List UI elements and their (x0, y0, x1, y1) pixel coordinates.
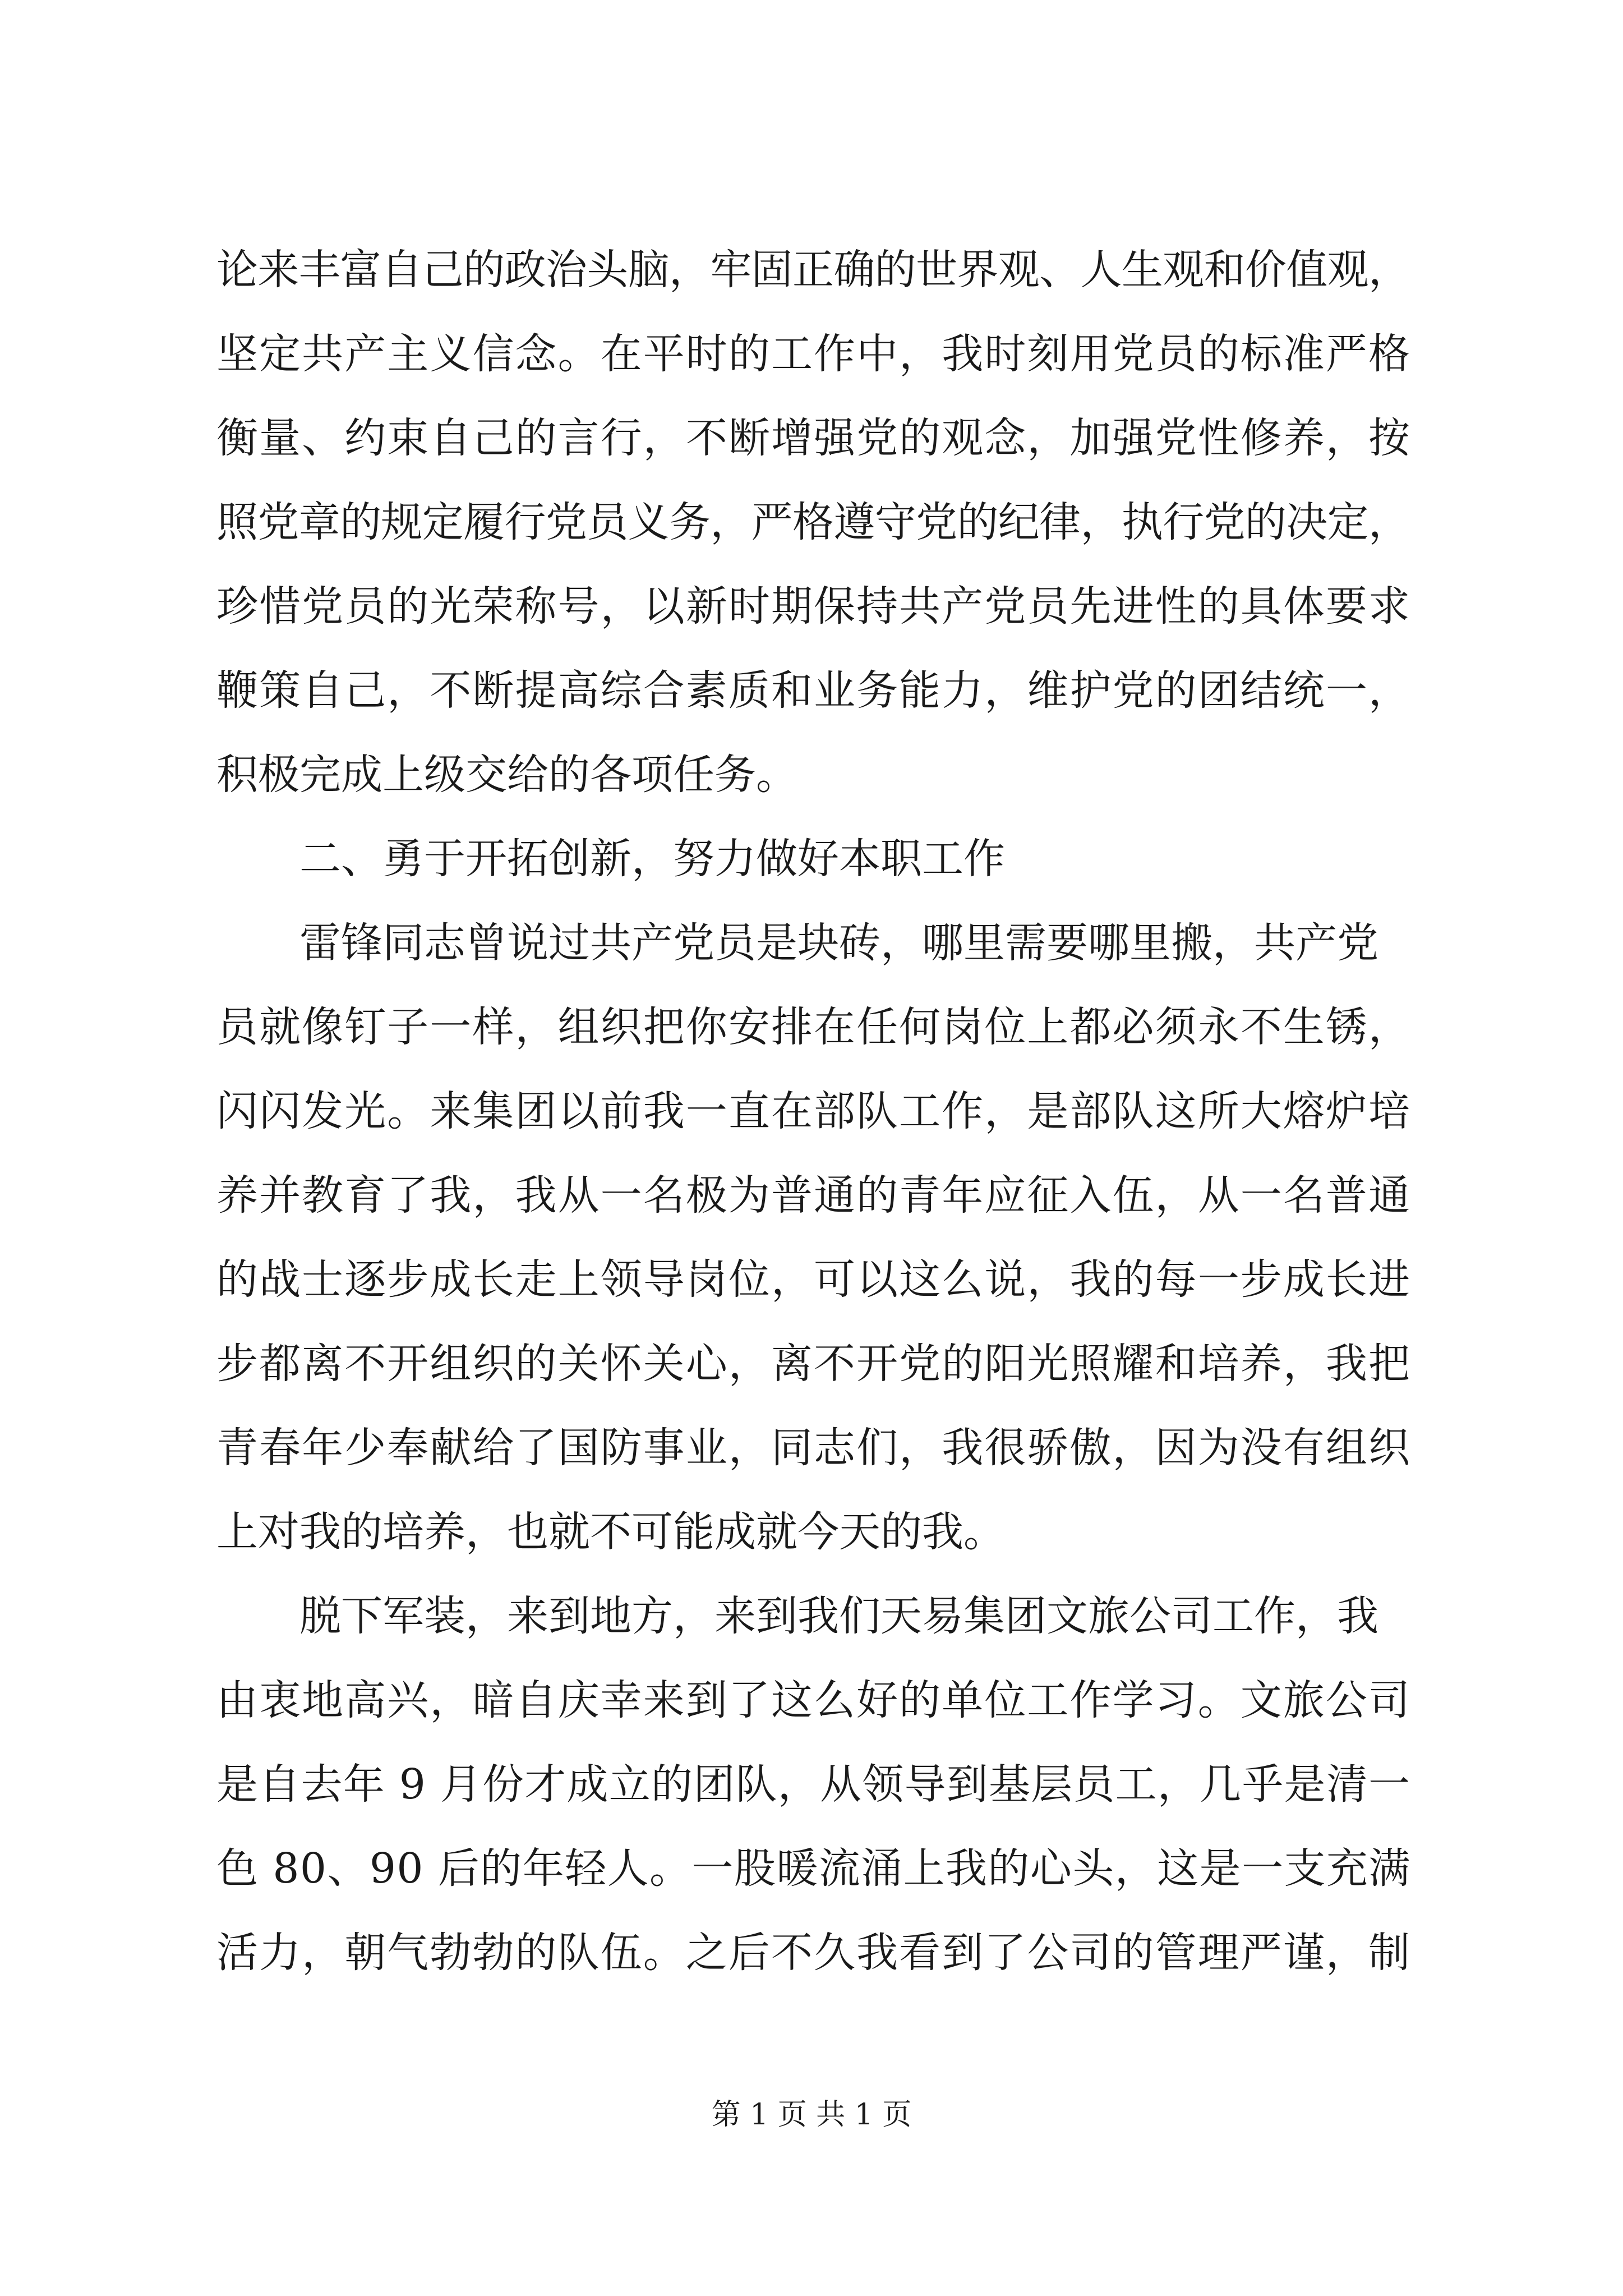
text-line: 的战士逐步成长走上领导岗位，可以这么说，我的每一步成长进 (216, 1255, 1412, 1304)
text-line: 是自去年 9 月份才成立的团队，从领导到基层员工，几乎是清一 (216, 1760, 1411, 1809)
text-line: 鞭策自己，不断提高综合素质和业务能力，维护党的团结统一， (216, 666, 1412, 715)
text-line: 衡量、约束自己的言行，不断增强党的观念，加强党性修养，按 (216, 414, 1412, 462)
text-line: 步都离不开组织的关怀关心，离不开党的阳光照耀和培养，我把 (216, 1340, 1412, 1388)
text-line: 珍惜党员的光荣称号，以新时期保持共产党员先进性的具体要求 (216, 582, 1412, 631)
text-line: 坚定共产主义信念。在平时的工作中，我时刻用党员的标准严格 (216, 330, 1412, 378)
text-line: 活力，朝气勃勃的队伍。之后不久我看到了公司的管理严谨，制 (216, 1929, 1412, 1977)
text-line: 青春年少奉献给了国防事业，同志们，我很骄傲，因为没有组织 (216, 1424, 1412, 1472)
paragraph-start-line: 脱下军装，来到地方，来到我们天易集团文旅公司工作，我 (299, 1592, 1378, 1640)
text-line: 员就像钉子一样，组织把你安排在任何岗位上都必须永不生锈， (216, 1003, 1412, 1051)
text-line: 闪闪发光。来集团以前我一直在部队工作，是部队这所大熔炉培 (216, 1087, 1412, 1135)
text-line: 积极完成上级交给的各项任务。 (216, 751, 797, 799)
section-heading: 二、勇于开拓创新，努力做好本职工作 (299, 835, 1005, 883)
text-line: 照党章的规定履行党员义务，严格遵守党的纪律，执行党的决定， (216, 498, 1410, 546)
text-line: 由衷地高兴，暗自庆幸来到了这么好的单位工作学习。文旅公司 (216, 1676, 1412, 1724)
page-number-footer: 第 1 页 共 1 页 (711, 2098, 912, 2132)
text-line: 养并教育了我，我从一名极为普通的青年应征入伍，从一名普通 (216, 1171, 1412, 1220)
text-line: 上对我的培养，也就不可能成就今天的我。 (216, 1508, 1005, 1556)
text-line: 论来丰富自己的政治头脑，牢固正确的世界观、人生观和价值观， (216, 246, 1410, 294)
text-line: 色 80、90 后的年轻人。一股暖流涌上我的心头，这是一支充满 (216, 1844, 1411, 1893)
paragraph-start-line: 雷锋同志曾说过共产党员是块砖，哪里需要哪里搬，共产党 (299, 919, 1378, 967)
